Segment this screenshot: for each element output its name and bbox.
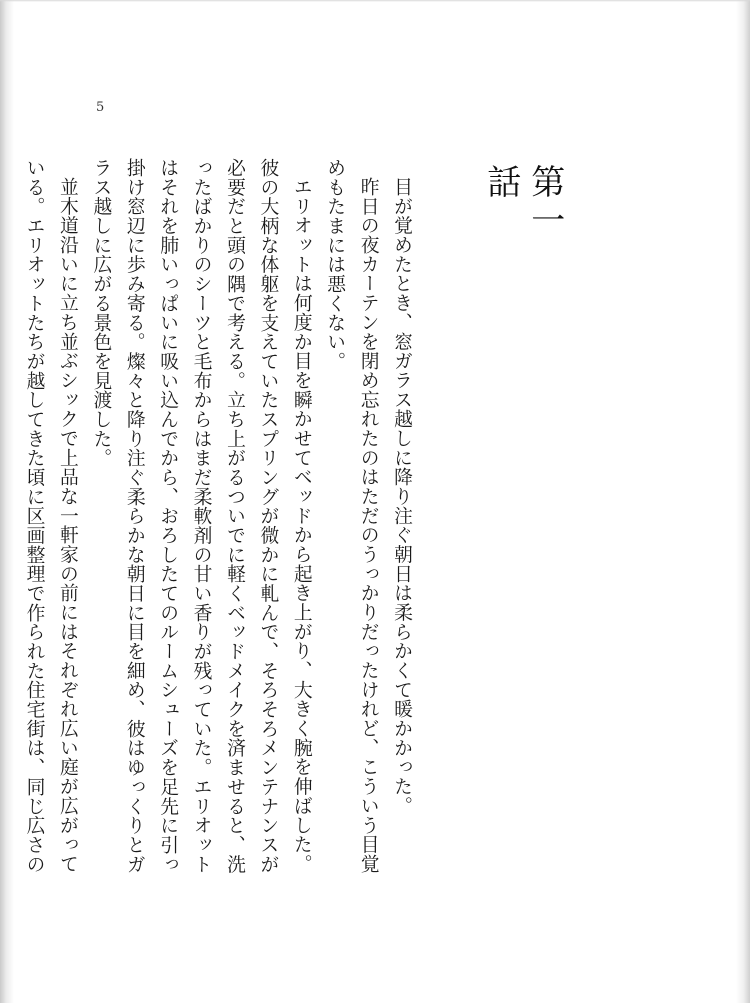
page-right-edge-shadow [736, 0, 750, 1003]
text-line: ったばかりのシーツと毛布からはまだ柔軟剤の甘い香りが残っていた。エリオット [190, 158, 212, 874]
body-text [23, 158, 418, 878]
text-line: 掛け窓辺に歩み寄る。燦々と降り注ぐ柔らかな朝日に目を細め、彼はゆっくりとガ [123, 158, 145, 874]
page-top-border [0, 0, 750, 2]
chapter-title: 第一話 [480, 164, 565, 240]
page-number: 5 [96, 100, 105, 115]
text-line: ラス越しに広がる景色を見渡した。 [90, 158, 112, 468]
text-line: 必要だと頭の隅で考える。立ち上がるついでに軽くベッドメイクを済ませると、洗 [223, 158, 245, 874]
text-line: エリオットは何度か目を瞬かせてベッドから起き上がり、大きく腕を伸ばした。 [290, 176, 312, 874]
text-line: めもたまには悪くない。 [324, 158, 346, 371]
page-left-edge-shadow [0, 0, 14, 1003]
text-line: 並木道沿いに立ち並ぶシックで上品な一軒家の前にはそれぞれ広い庭が広がって [56, 176, 78, 874]
text-line: はそれを肺いっぱいに吸い込んでから、おろしたてのルームシューズを足先に引っ [157, 158, 179, 874]
text-line: いる。エリオットたちが越してきた頃に区画整理で作られた住宅街は、同じ広さの [23, 158, 45, 874]
text-line: 昨日の夜カーテンを閉め忘れたのはただのうっかりだったけれど、こういう目覚 [357, 176, 379, 874]
text-line: 彼の大柄な体躯を支えていたスプリングが微かに軋んで、そろそろメンテナンスが [257, 158, 279, 874]
text-line: 目が覚めたとき、窓ガラス越しに降り注ぐ朝日は柔らかくて暖かかった。 [391, 176, 412, 816]
